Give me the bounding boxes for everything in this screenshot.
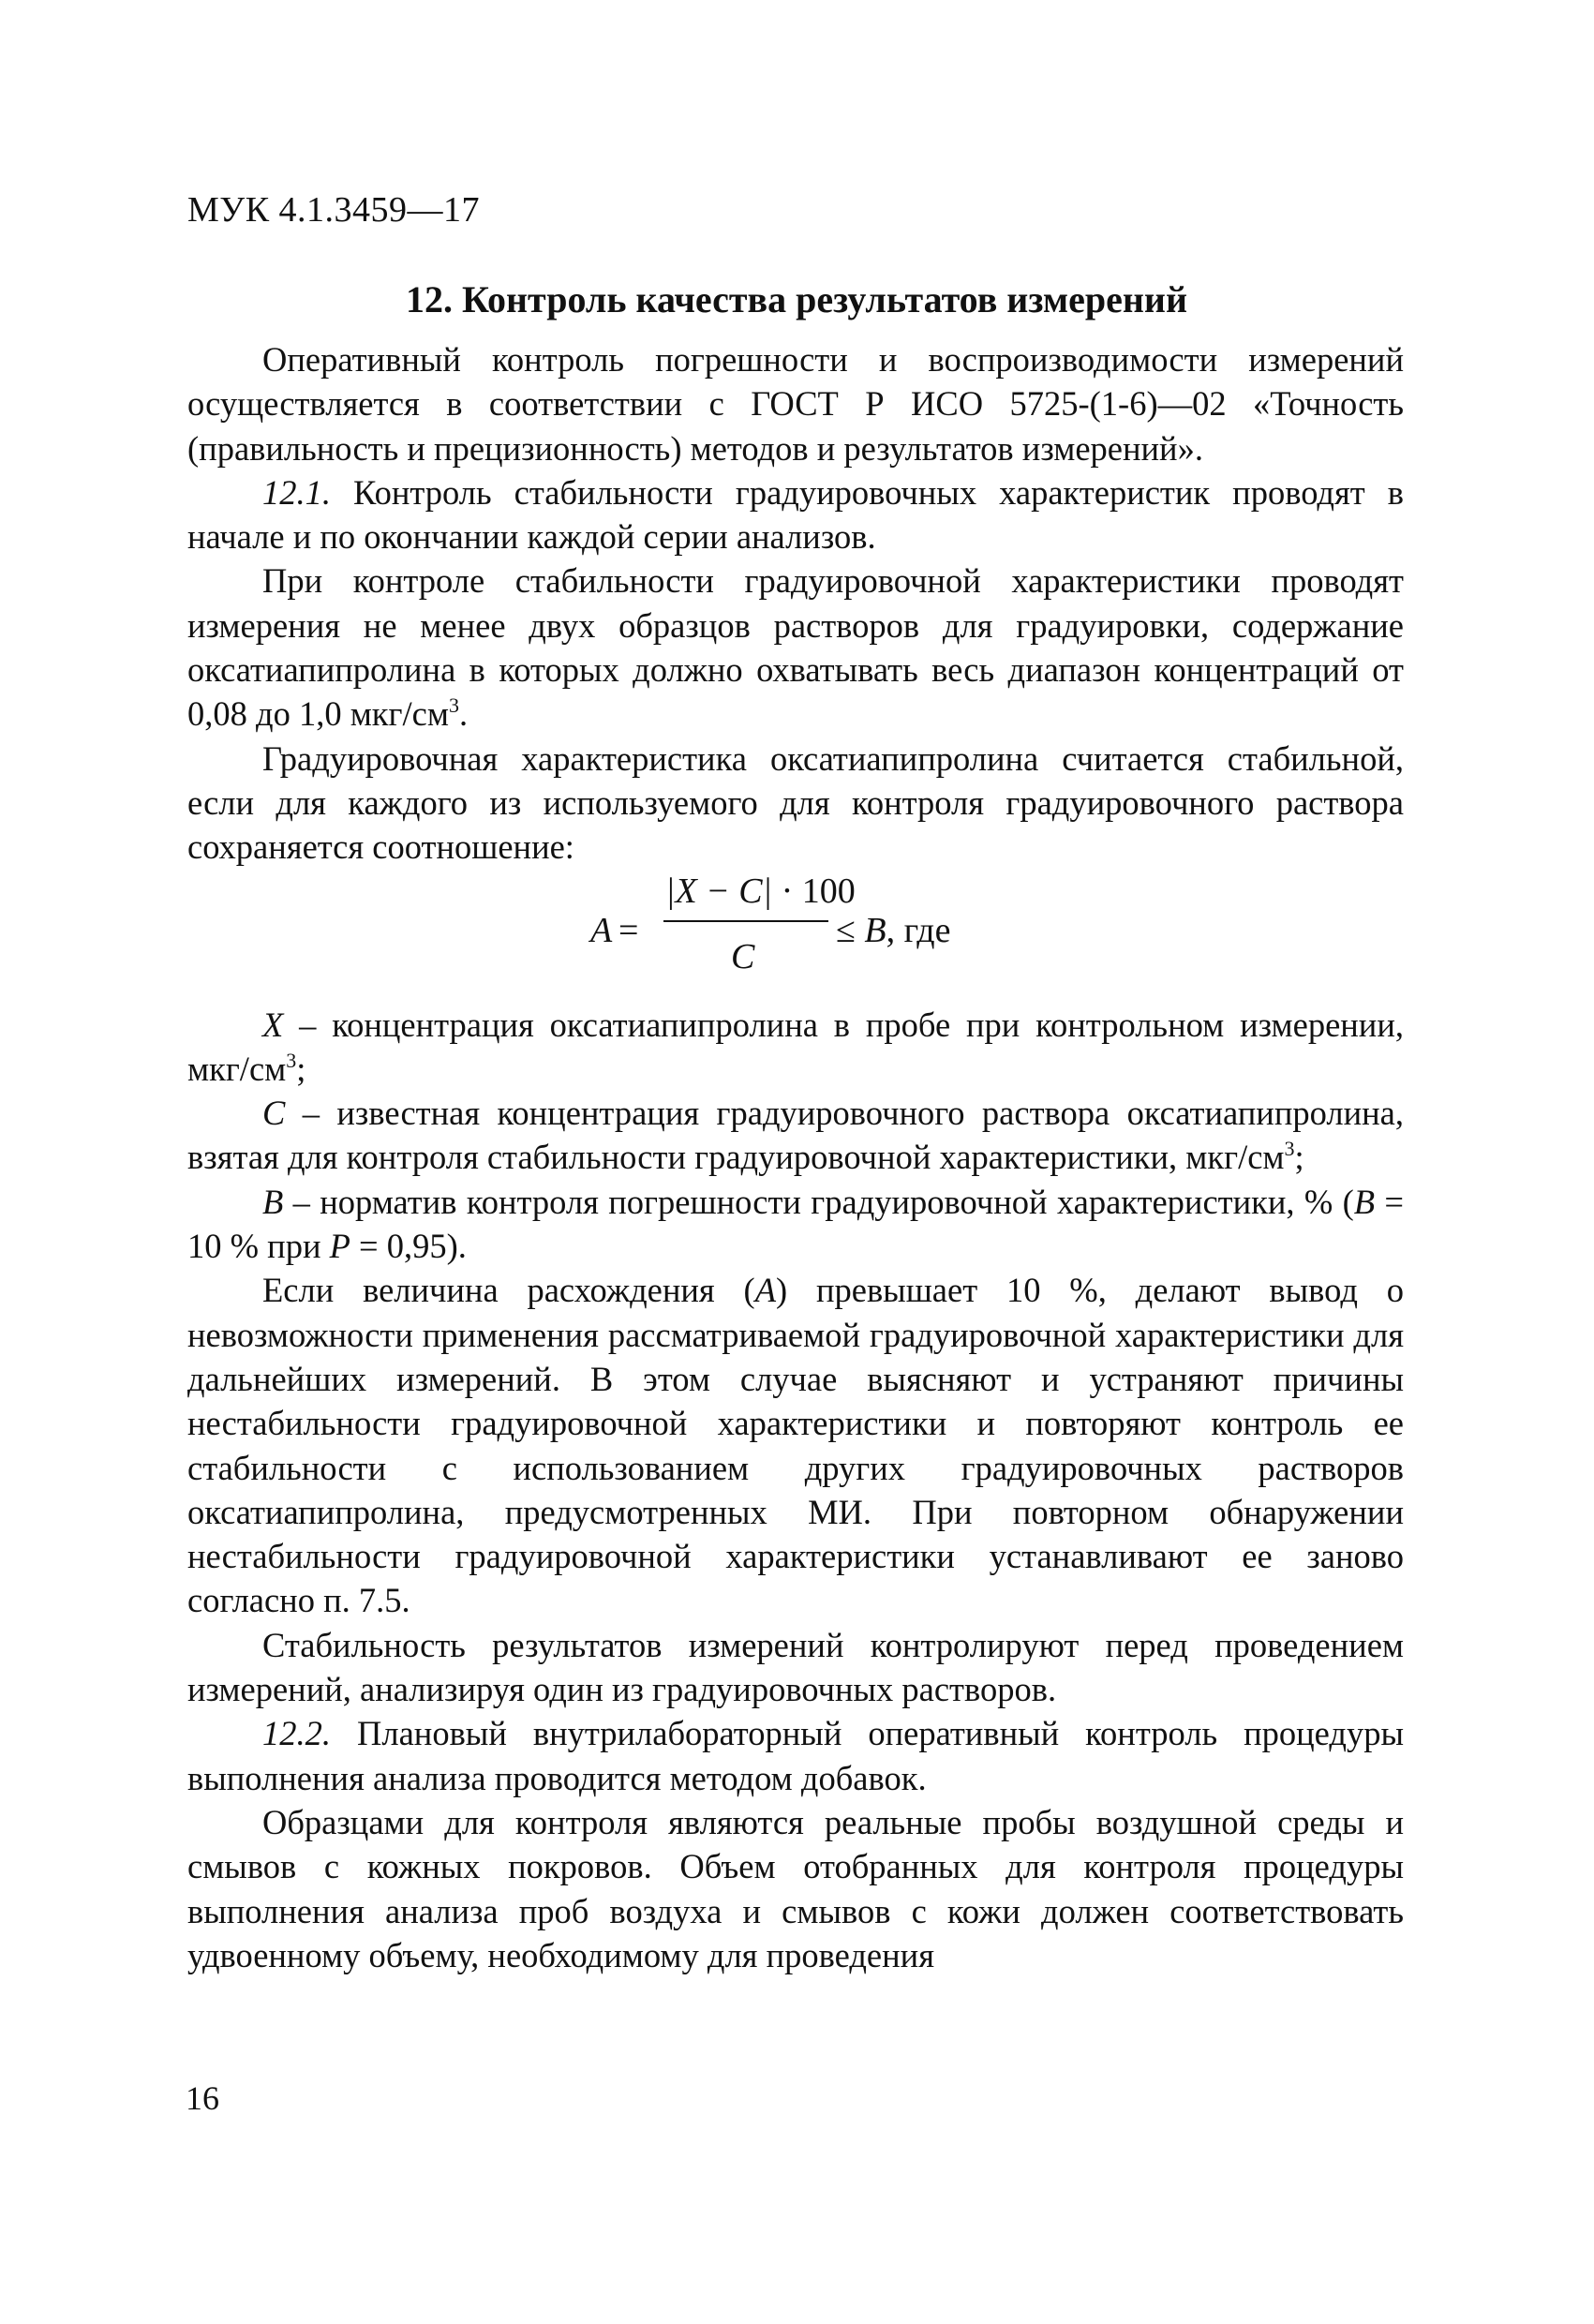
definition-b-value: = 10 % при [187,1182,1404,1266]
definition-b-var: B [262,1182,284,1221]
definition-x-text: – концентрация оксатиапипролина в пробе при контрольном измерении, мкг/см [187,1005,1404,1088]
superscript: 3 [286,1048,297,1072]
document-code: МУК 4.1.3459—17 [187,190,481,230]
formula-numerator-factor: · 100 [772,871,856,911]
page-number: 16 [186,2079,219,2117]
formula-numerator [665,870,856,914]
paragraph-12-2 [187,1711,1404,1800]
formula-equals: = [618,910,639,950]
paragraph-control-range [187,559,1404,736]
definition-b-text: – норматив контроля погрешности градуировочной характеристики, % ( [283,1182,1354,1221]
paragraph-deviation-text-b: ) превышает 10 %, делают вывод о невозможности применения рассматриваемой градуировочной характеристики для дальнейших измерений. В этом случае выясняют и устраняют причины нестабильности градуировочной характеристики и повторяют контроль ее стабильности с использованием других градуировочных растворов оксатиапипролина, предусмотренных МИ. При повторном обнаружении нестабильности градуировочной характеристики устанавливают ее заново согласно п. 7.5. [187,1271,1404,1620]
definition-c-text: – известная концентрация градуировочного раствора оксатиапипролина, взятая для контроля стабильности градуировочной характеристики, мкг/см [187,1094,1404,1177]
formula-numerator-abs: |X − C| [665,871,773,911]
superscript: 3 [1284,1137,1295,1161]
definition-b-var-inline: B [1353,1182,1376,1221]
stability-formula [262,870,1404,1003]
paragraph-12-1-text: Контроль стабильности градуировочных характеристик проводят в начале и по окончании каждой серии анализов. [187,472,1404,557]
paragraph-deviation-text-a: Если величина расхождения ( [262,1271,755,1310]
paragraph-stability-results: Стабильность результатов измерений контролируют перед проведением измерений, анализируя один из градуировочных растворов. [187,1625,1404,1709]
punctuation: ; [296,1049,306,1088]
paragraph-deviation [187,1268,1404,1622]
clause-number-12-2: 12.2. [262,1714,331,1753]
formula-le-sign: ≤ [836,910,865,950]
superscript: 3 [448,693,459,718]
paragraph-deviation-var: A [754,1271,776,1310]
definition-c [187,1091,1404,1180]
definition-b [187,1180,1404,1269]
definition-c-var: C [262,1094,286,1133]
formula-lhs: A [590,910,613,950]
definition-p-value: = 0,95). [350,1227,467,1266]
punctuation: ; [1294,1138,1304,1177]
formula-denominator: C [731,936,755,976]
definition-x-var: X [262,1005,284,1044]
definition-p-var: P [329,1227,350,1266]
formula-fraction-bar [663,920,828,922]
section-title: 12. Контроль качества результатов измерений [406,278,1187,320]
paragraph-intro [187,337,1404,470]
formula-rhs-var: B [864,910,886,950]
formula-where: , где [886,910,951,950]
document-body [187,337,1404,1977]
formula-rhs [836,909,950,953]
paragraph-stability-condition: Градуировочная характеристика оксатиапипролина считается стабильной, если для каждого из используемого для контроля градуировочного раствора сохраняется соотношение: [187,738,1404,867]
clause-number-12-1: 12.1. [262,472,331,512]
punctuation: . [458,694,469,734]
paragraph-samples: Образцами для контроля являются реальные пробы воздушной среды и смывов с кожных покровов. Объем отобранных для контроля процедуры выполнения анализа проб воздуха и смывов с кожи должен соответствовать удвоенному объему, необходимому для проведения [187,1802,1404,1974]
paragraph-12-2-text: Плановый внутрилабораторный оперативный контроль процедуры выполнения анализа проводится методом добавок. [187,1714,1404,1797]
paragraph-12-1 [187,470,1404,559]
paragraph-intro-text: Оперативный контроль погрешности и воспроизводимости измерений осуществляется в соответствии с ГОСТ Р ИСО 5725-(1-6)—02 «Точность (правильность и прецизионность) методов и результатов измерений». [187,340,1404,468]
paragraph-control-range-text: При контроле стабильности градуировочной характеристики проводят измерения не менее двух образцов растворов для градуировки, содержание оксатиапипролина в которых должно охватывать весь диапазон концентраций от 0,08 до 1,0 мкг/см [187,561,1404,734]
definition-x [187,1003,1404,1092]
